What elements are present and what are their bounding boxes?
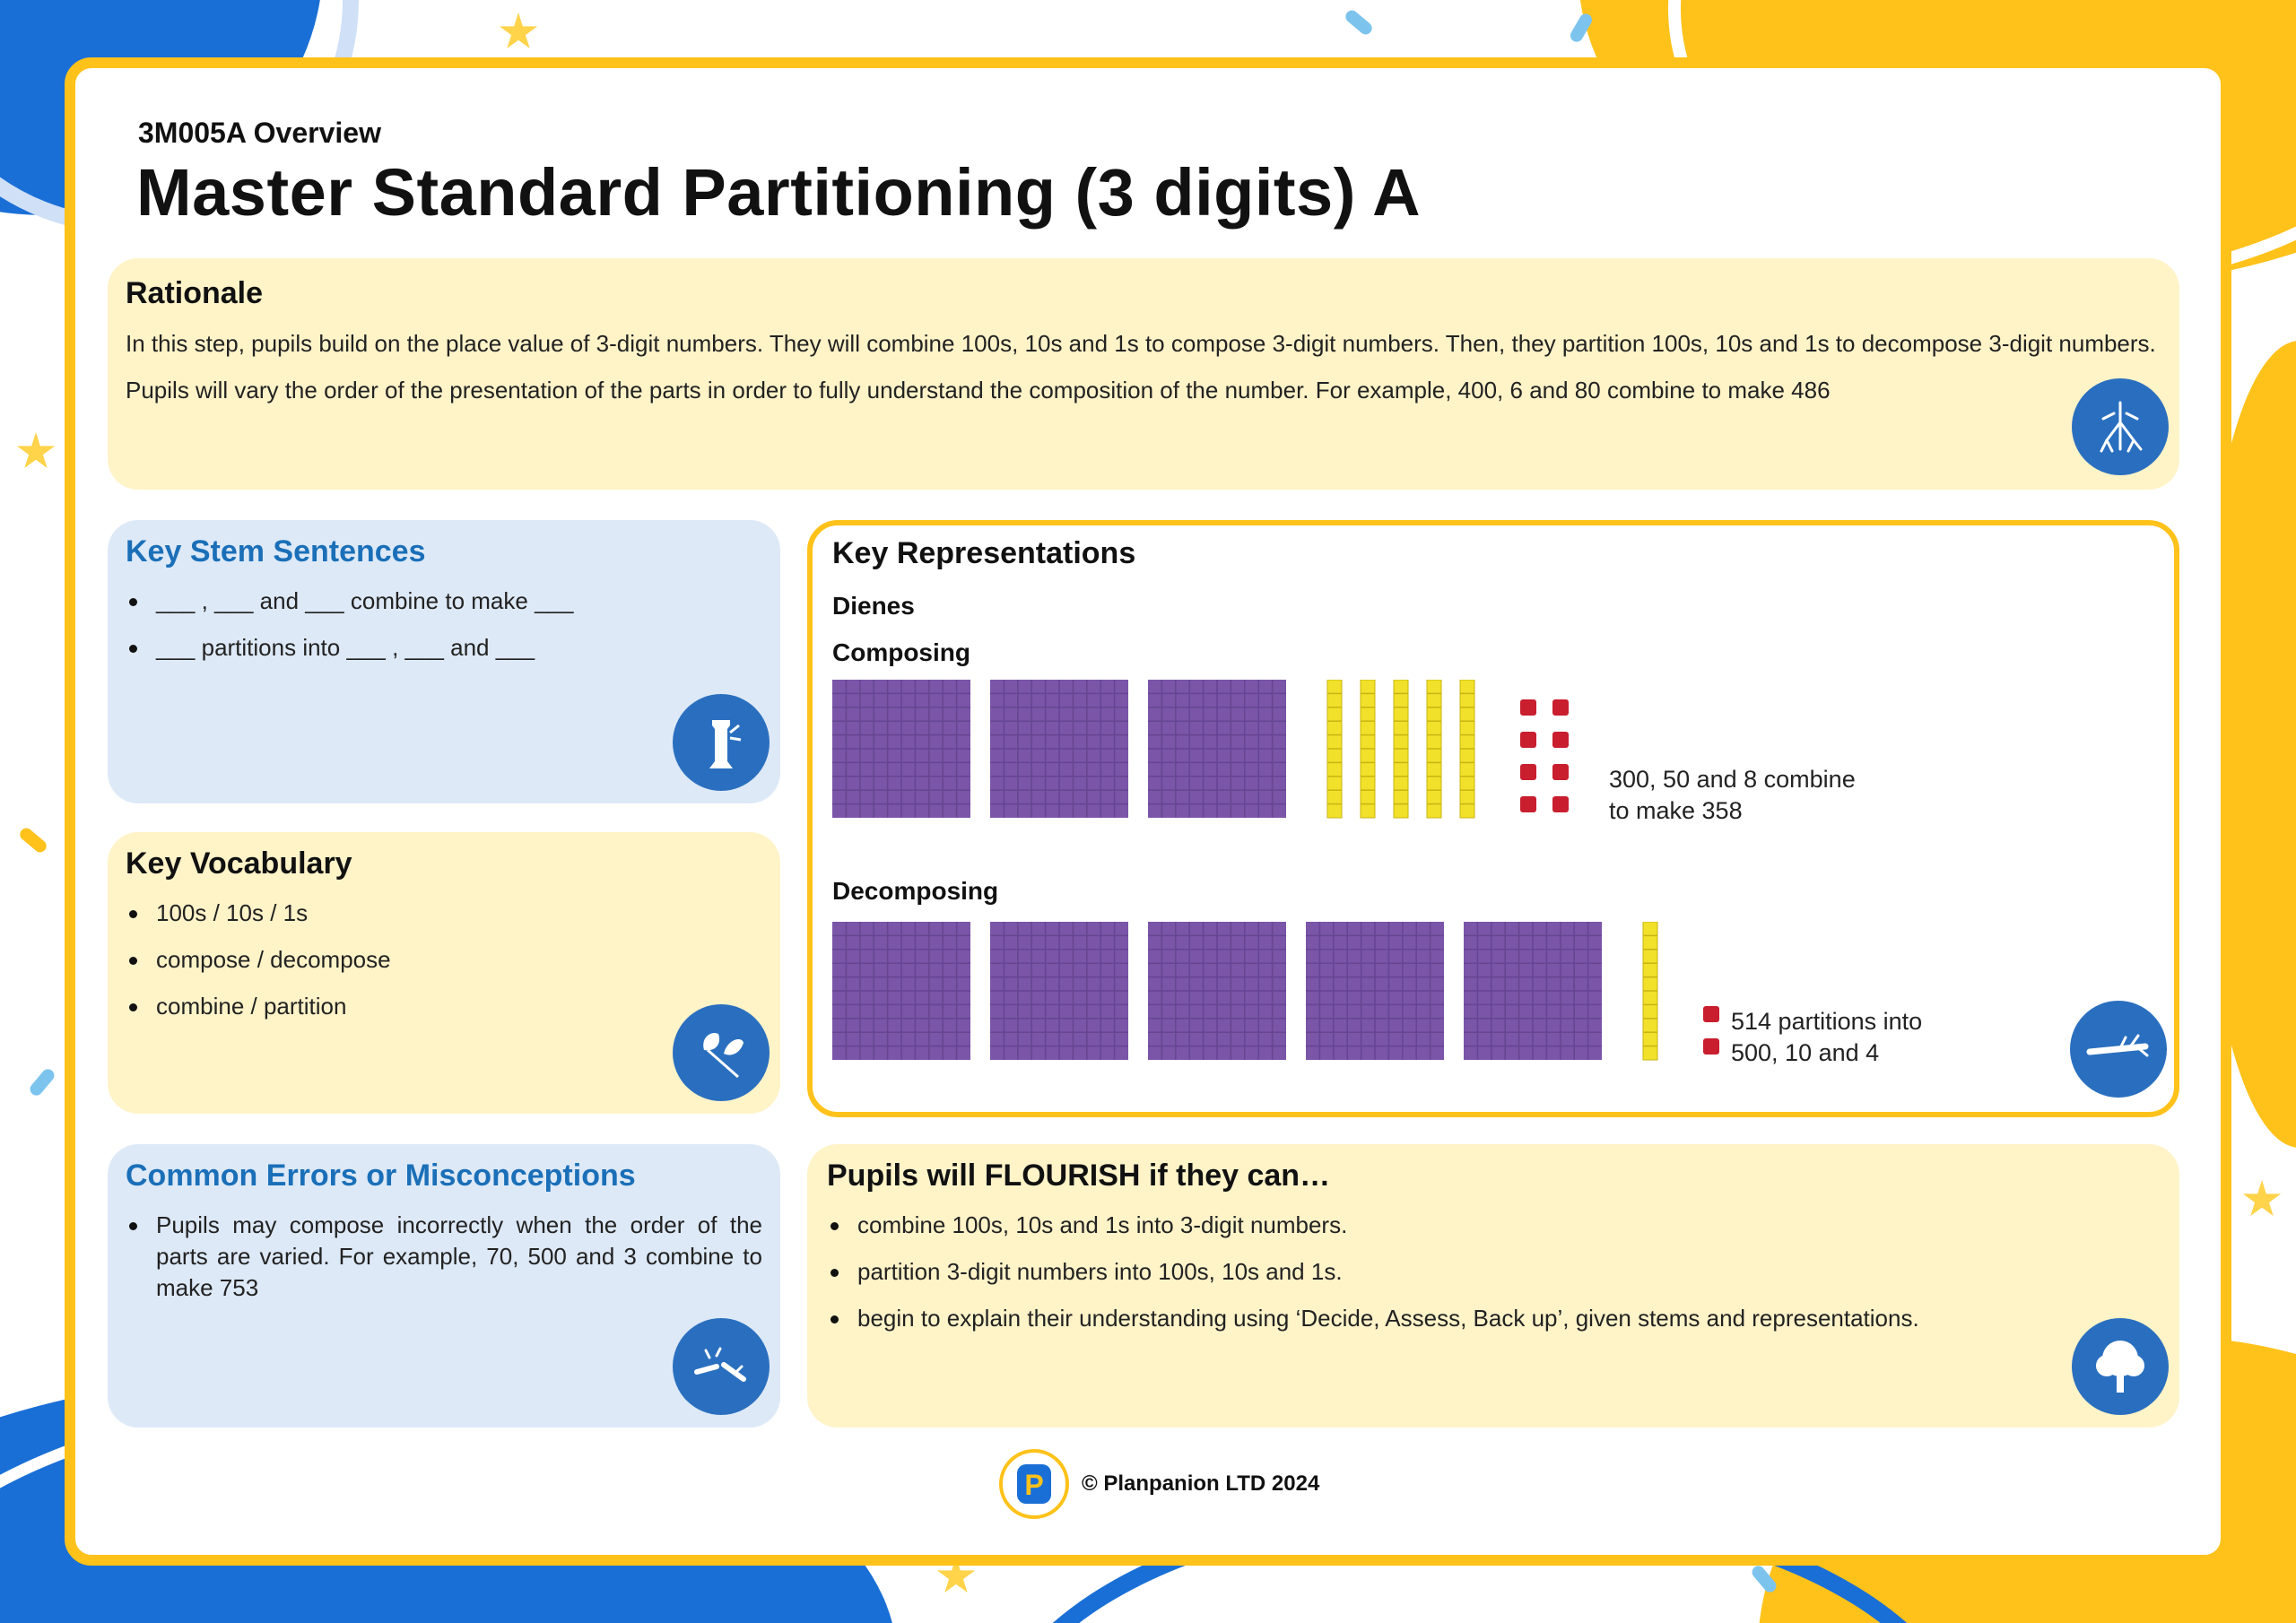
misconceptions-heading: Common Errors or Misconceptions [126, 1159, 636, 1193]
composing-caption [1609, 764, 1856, 827]
full-tree-icon [2072, 1318, 2169, 1415]
rationale-heading: Rationale [126, 276, 264, 310]
star-icon [2242, 1180, 2282, 1219]
rationale-panel [108, 258, 2179, 490]
lesson-code: 3M005A Overview [138, 117, 381, 149]
branch-icon [2070, 1001, 2167, 1098]
caption-line: to make 358 [1609, 797, 1743, 824]
hundred-block [1306, 922, 1444, 1060]
list-item: 100s / 10s / 1s [126, 898, 762, 929]
list-item: begin to explain their understanding using ‘Decide, Assess, Back up’, given stems and representations. [827, 1303, 2160, 1334]
ten-rod [1643, 922, 1657, 1060]
footer [999, 1449, 1319, 1519]
composing-dienes-blocks [832, 680, 1639, 823]
leaves-icon [673, 1004, 770, 1101]
one-cube [1520, 732, 1536, 748]
decomposing-label: Decomposing [832, 877, 999, 905]
copyright-text: © Planpanion LTD 2024 [1082, 1471, 1320, 1496]
page-title: Master Standard Partitioning (3 digits) A [136, 155, 1422, 230]
vocabulary-heading: Key Vocabulary [126, 846, 352, 881]
star-icon [499, 13, 538, 52]
overview-card [65, 57, 2231, 1566]
hundred-block [1464, 922, 1602, 1060]
misconceptions-list [126, 1210, 762, 1304]
rationale-paragraph: Pupils will vary the order of the presentation of the parts in order to fully understand the composition of the number. For example, 400, 6 and 80 combine to make 486 [126, 377, 1831, 404]
tree-trunk-icon [673, 694, 770, 791]
ten-rod [1327, 680, 1342, 818]
misconceptions-panel [108, 1144, 780, 1428]
rationale-paragraph: In this step, pupils build on the place value of 3-digit numbers. They will combine 100s, 10s and 1s to compose 3-digit numbers. Then, they partition 100s, 10s and 1s to decompose 3-digit numbers. [126, 330, 2156, 357]
star-icon [16, 432, 56, 472]
flourish-heading: Pupils will FLOURISH if they can… [827, 1159, 1331, 1193]
stem-sentences-list [126, 586, 762, 664]
one-cube [1552, 796, 1569, 812]
caption-line: 300, 50 and 8 combine [1609, 766, 1856, 793]
one-cube [1520, 699, 1536, 716]
list-item: ___ , ___ and ___ combine to make ___ [126, 586, 762, 617]
one-cube [1552, 699, 1569, 716]
ten-rod [1361, 680, 1375, 818]
caption-line: 500, 10 and 4 [1731, 1039, 1880, 1066]
caption-line: 514 partitions into [1731, 1008, 1923, 1035]
decomposing-dienes-blocks [832, 922, 1729, 1065]
svg-text:P: P [1024, 1469, 1044, 1501]
confetti-icon [1343, 8, 1374, 38]
hundred-block [990, 680, 1128, 818]
one-cube [1520, 764, 1536, 780]
hundred-block [1148, 680, 1286, 818]
representation-type: Dienes [832, 592, 915, 620]
hundred-block [1148, 922, 1286, 1060]
decomposing-caption [1731, 1006, 1922, 1069]
list-item: Pupils may compose incorrectly when the order of the parts are varied. For example, 70, 500 and 3 combine to make 753 [126, 1210, 762, 1304]
list-item: combine / partition [126, 991, 762, 1022]
vocabulary-list [126, 898, 762, 1022]
list-item: ___ partitions into ___ , ___ and ___ [126, 632, 762, 664]
roots-icon [2072, 378, 2169, 475]
representations-heading: Key Representations [832, 536, 1136, 570]
confetti-icon [28, 1066, 57, 1098]
one-cube [1703, 1038, 1719, 1055]
hundred-block [990, 922, 1128, 1060]
stem-sentences-panel [108, 520, 780, 803]
list-item: combine 100s, 10s and 1s into 3-digit numbers. [827, 1210, 2160, 1241]
one-cube [1552, 732, 1569, 748]
composing-label: Composing [832, 638, 970, 666]
representations-panel [807, 520, 2179, 1117]
one-cube [1520, 796, 1536, 812]
one-cube [1703, 1006, 1719, 1022]
composing-dienes [832, 680, 1639, 828]
stem-sentences-heading: Key Stem Sentences [126, 534, 426, 568]
ten-rod [1427, 680, 1441, 818]
one-cube [1552, 764, 1569, 780]
vocabulary-panel [108, 832, 780, 1114]
list-item: compose / decompose [126, 944, 762, 976]
planpanion-logo [999, 1449, 1069, 1519]
flourish-panel [807, 1144, 2179, 1428]
ten-rod [1394, 680, 1408, 818]
broken-branch-icon [673, 1318, 770, 1415]
hundred-block [832, 922, 970, 1060]
decomposing-dienes [832, 922, 1729, 1070]
ten-rod [1460, 680, 1474, 818]
list-item: partition 3-digit numbers into 100s, 10s and 1s. [827, 1256, 2160, 1288]
confetti-icon [17, 826, 48, 855]
flourish-list [827, 1210, 2160, 1334]
hundred-block [832, 680, 970, 818]
